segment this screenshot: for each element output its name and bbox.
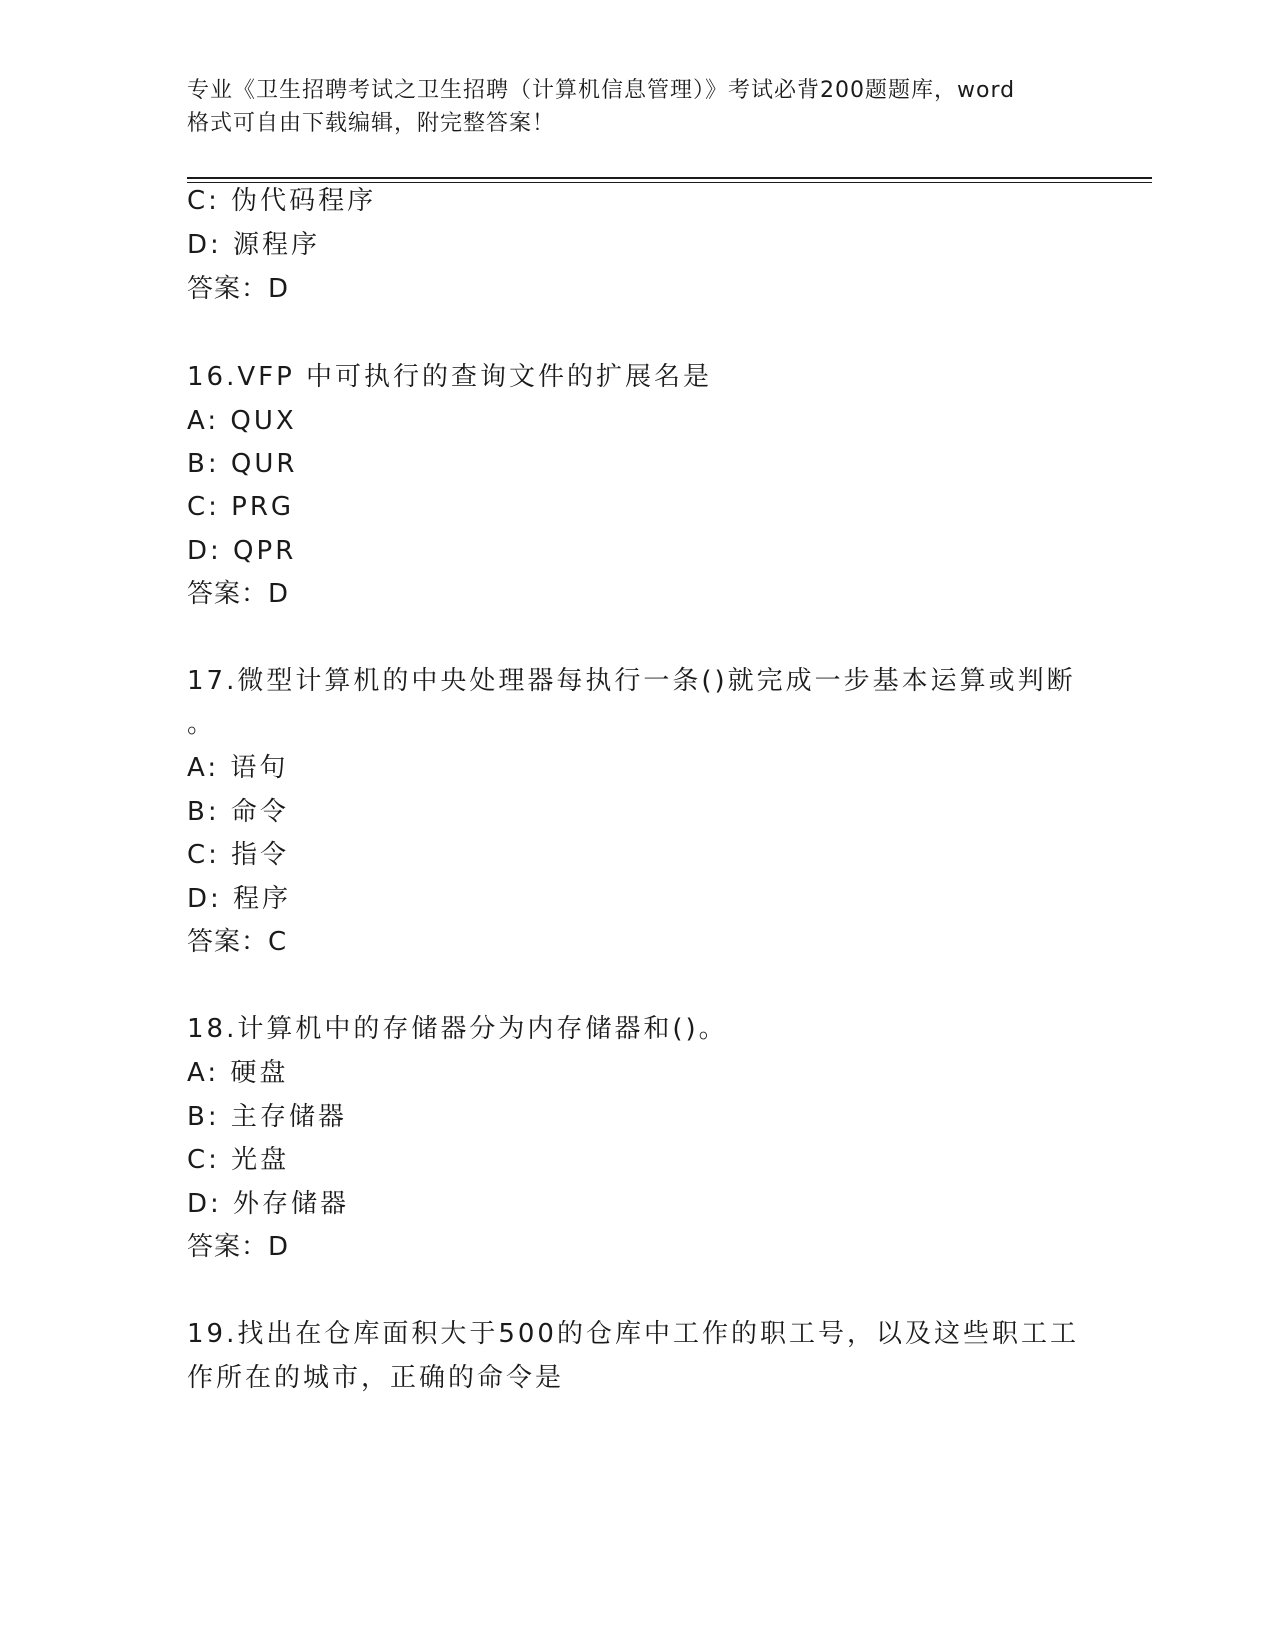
document-header xyxy=(187,74,1087,140)
q17-answer: 答案：C xyxy=(187,927,288,957)
fragment-answer: 答案：D xyxy=(187,274,290,304)
q17-option-b: B: 命令 xyxy=(187,797,289,827)
q16-option-b: B: QUR xyxy=(187,449,298,479)
header-divider-thin xyxy=(187,182,1152,183)
q18-question: 18.计算机中的存储器分为内存储器和()。 xyxy=(187,1014,728,1044)
q16-option-a: A: QUX xyxy=(187,406,297,436)
q18-option-a: A: 硬盘 xyxy=(187,1058,289,1088)
q18-option-c: C: 光盘 xyxy=(187,1145,290,1175)
q19-question-line-1: 19.找出在仓库面积大于500的仓库中工作的职工号，以及这些职工工 xyxy=(187,1319,1079,1349)
fragment-option-c: C: 伪代码程序 xyxy=(187,186,377,216)
header-line-1: 专业《卫生招聘考试之卫生招聘（计算机信息管理）》考试必背200题题库，word xyxy=(187,78,1016,103)
q17-question-line-1: 17.微型计算机的中央处理器每执行一条()就完成一步基本运算或判断 xyxy=(187,666,1076,696)
q16-option-c: C: PRG xyxy=(187,492,295,522)
q17-option-a: A: 语句 xyxy=(187,753,289,783)
q16-option-d: D: QPR xyxy=(187,536,297,566)
q19-question-line-2: 作所在的城市，正确的命令是 xyxy=(187,1363,565,1393)
q18-option-d: D: 外存储器 xyxy=(187,1189,350,1219)
header-divider-thick xyxy=(187,177,1152,179)
q17-question-line-2: 。 xyxy=(187,709,217,739)
header-line-2: 格式可自由下载编辑，附完整答案！ xyxy=(187,111,556,136)
q16-question: 16.VFP 中可执行的查询文件的扩展名是 xyxy=(187,362,713,392)
q18-answer: 答案：D xyxy=(187,1232,290,1262)
q17-option-c: C: 指令 xyxy=(187,840,290,870)
fragment-option-d: D: 源程序 xyxy=(187,230,321,260)
q18-option-b: B: 主存储器 xyxy=(187,1102,347,1132)
q16-answer: 答案：D xyxy=(187,579,290,609)
q17-option-d: D: 程序 xyxy=(187,884,292,914)
